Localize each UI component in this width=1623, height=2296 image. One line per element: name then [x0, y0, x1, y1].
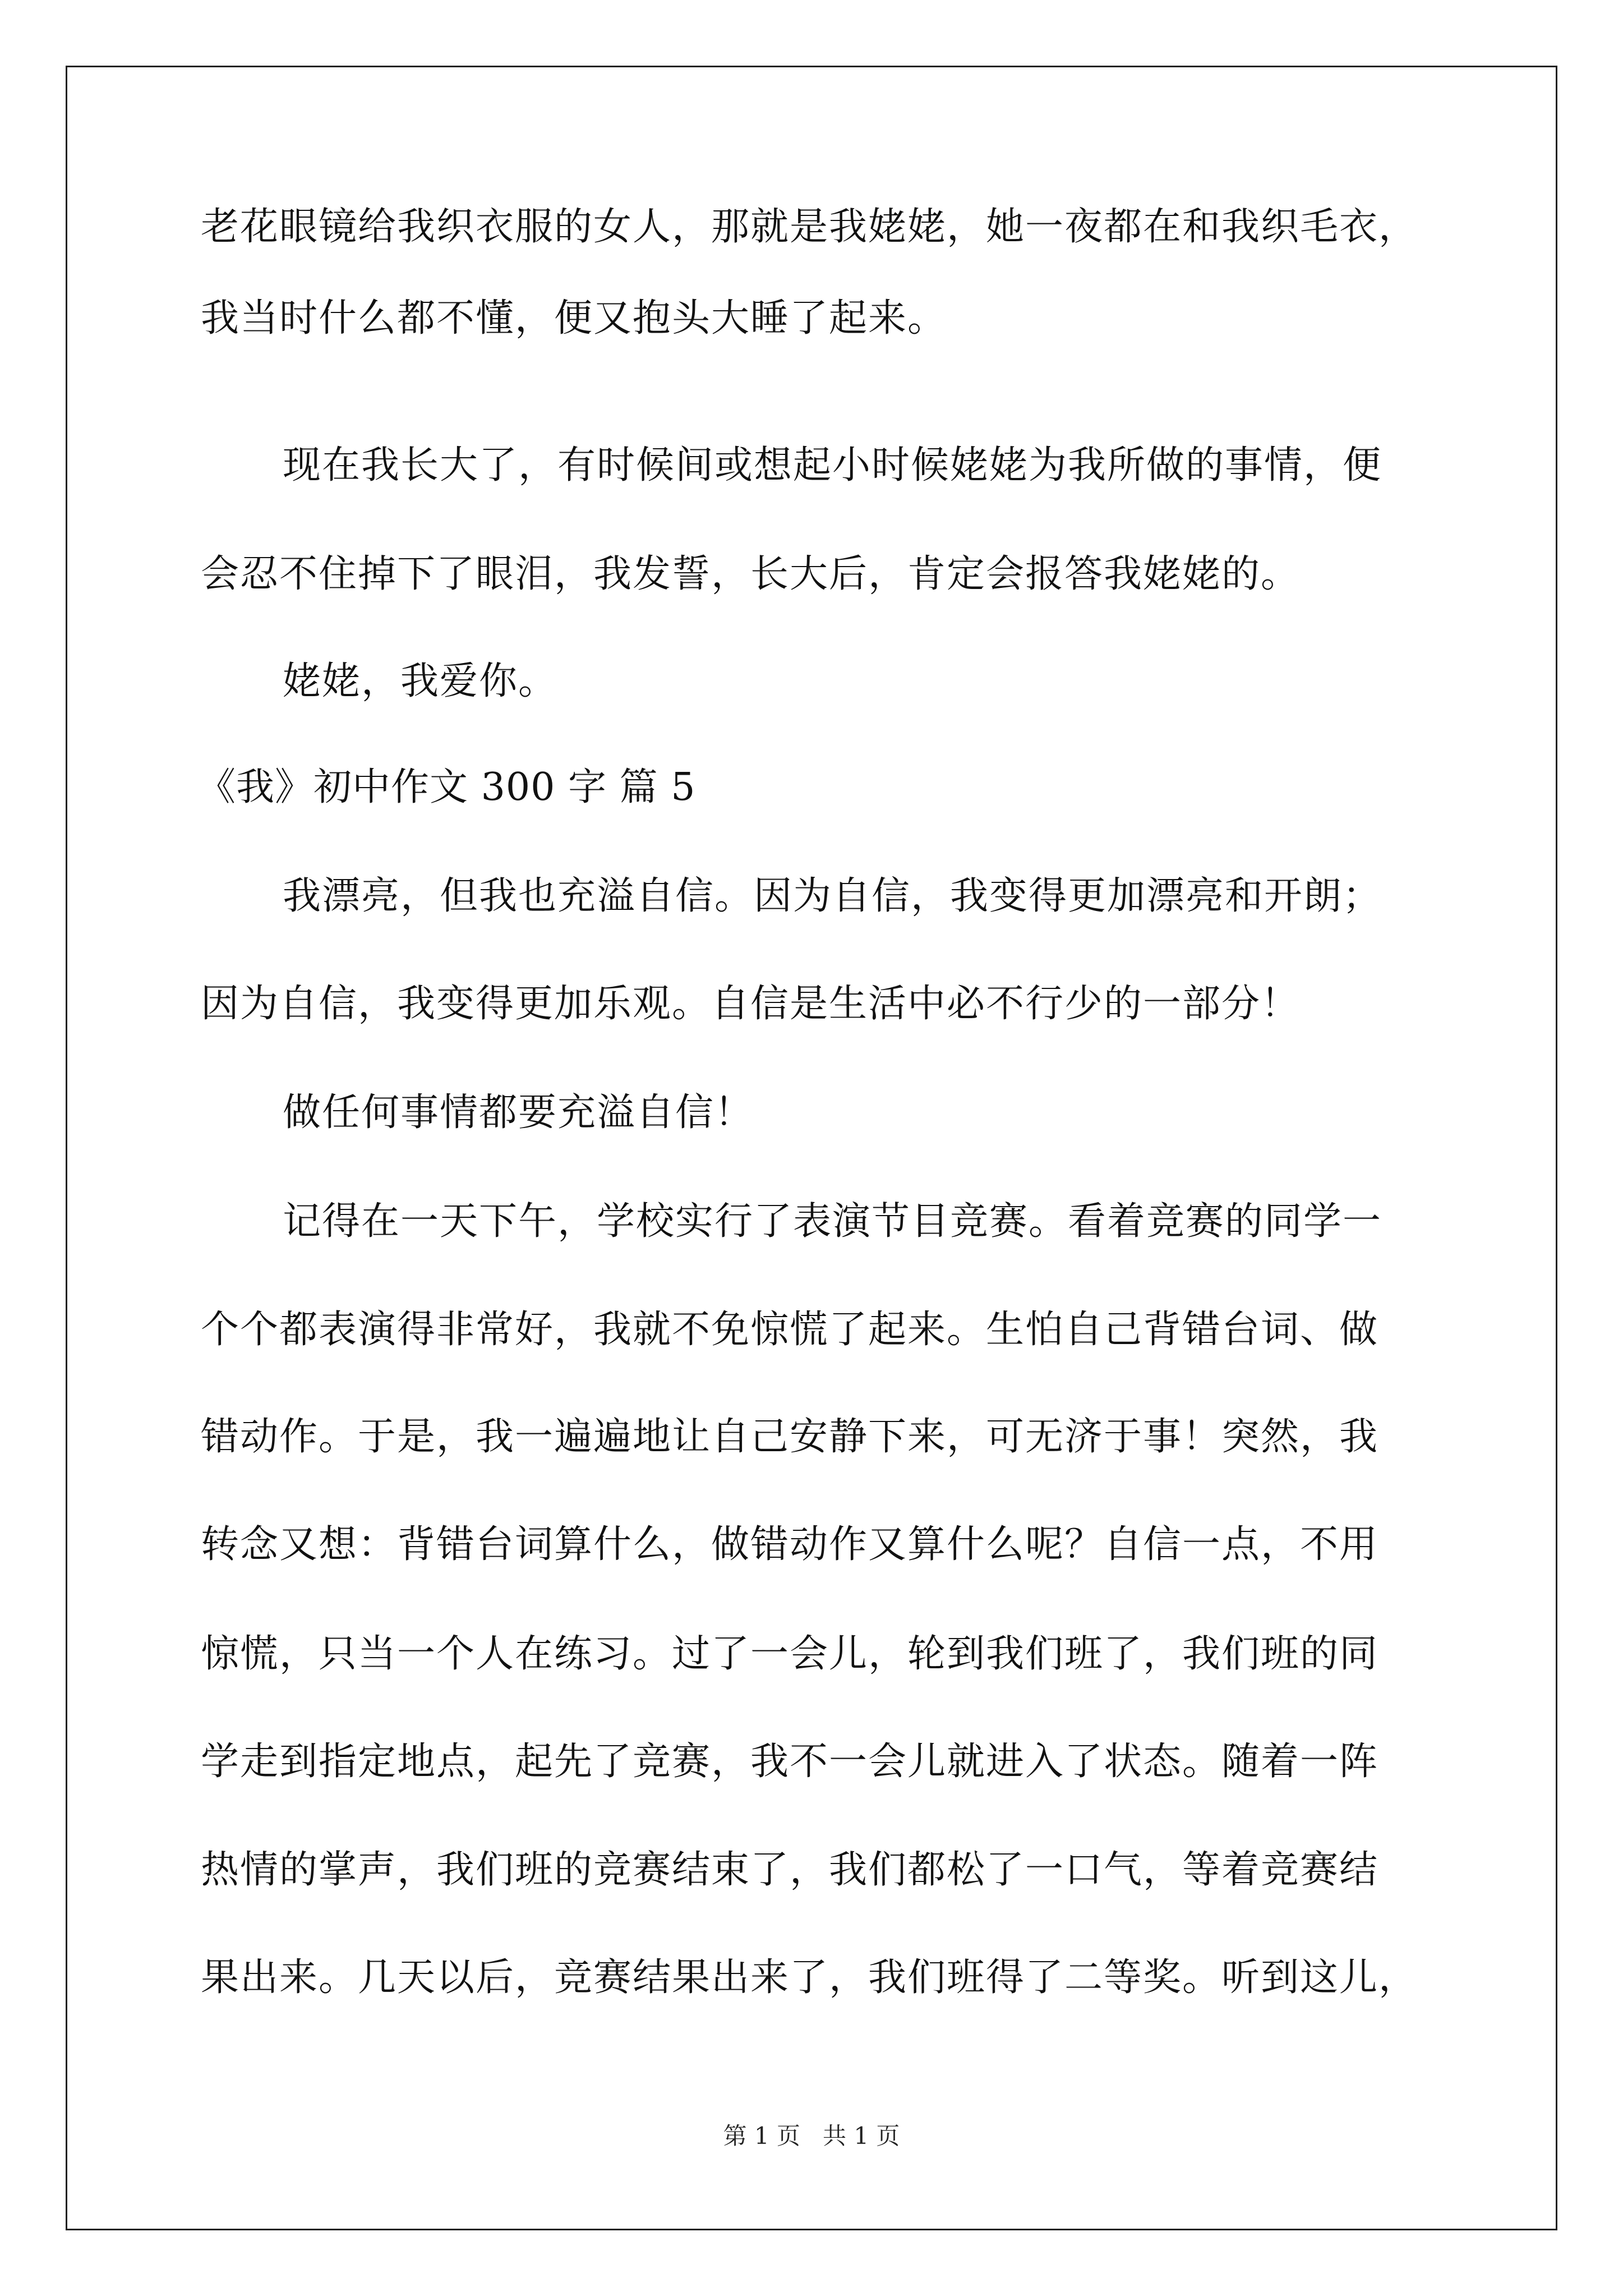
text-line: 因为自信，我变得更加乐观。自信是生活中必不行少的一部分！	[201, 982, 1301, 1026]
text-line: 会忍不住掉下了眼泪，我发誓，长大后，肯定会报答我姥姥的。	[201, 552, 1301, 596]
text-line: 记得在一天下午，学校实行了表演节目竞赛。看着竞赛的同学一	[283, 1199, 1382, 1244]
text-line: 惊慌，只当一个人在练习。过了一会儿，轮到我们班了，我们班的同	[201, 1632, 1379, 1676]
text-line: 果出来。几天以后，竞赛结果出来了，我们班得了二等奖。听到这儿，	[201, 1955, 1418, 2000]
text-line: 姥姥，我爱你。	[283, 659, 558, 703]
text-line: 热情的掌声，我们班的竞赛结束了，我们都松了一口气，等着竞赛结	[201, 1848, 1379, 1892]
page-number: 第 1 页	[723, 2122, 800, 2150]
text-line: 做任何事情都要充溢自信！	[283, 1091, 754, 1135]
page-footer	[0, 2124, 1623, 2148]
page-border	[66, 66, 1557, 2230]
section-heading: 《我》初中作文 300 字 篇 5	[197, 765, 696, 809]
text-line: 我漂亮，但我也充溢自信。因为自信，我变得更加漂亮和开朗；	[283, 874, 1382, 918]
text-line: 现在我长大了，有时候间或想起小时候姥姥为我所做的事情，便	[283, 443, 1382, 487]
text-line: 个个都表演得非常好，我就不免惊慌了起来。生怕自己背错台词、做	[201, 1308, 1379, 1352]
text-line: 转念又想：背错台词算什么，做错动作又算什么呢？自信一点，不用	[201, 1522, 1379, 1567]
text-line: 我当时什么都不懂，便又抱头大睡了起来。	[201, 296, 947, 341]
text-line: 错动作。于是，我一遍遍地让自己安静下来，可无济于事！突然，我	[201, 1415, 1379, 1459]
text-line: 老花眼镜给我织衣服的女人，那就是我姥姥，她一夜都在和我织毛衣，	[201, 205, 1418, 249]
page-total: 共 1 页	[823, 2122, 900, 2150]
text-line: 学走到指定地点，起先了竞赛，我不一会儿就进入了状态。随着一阵	[201, 1740, 1379, 1784]
